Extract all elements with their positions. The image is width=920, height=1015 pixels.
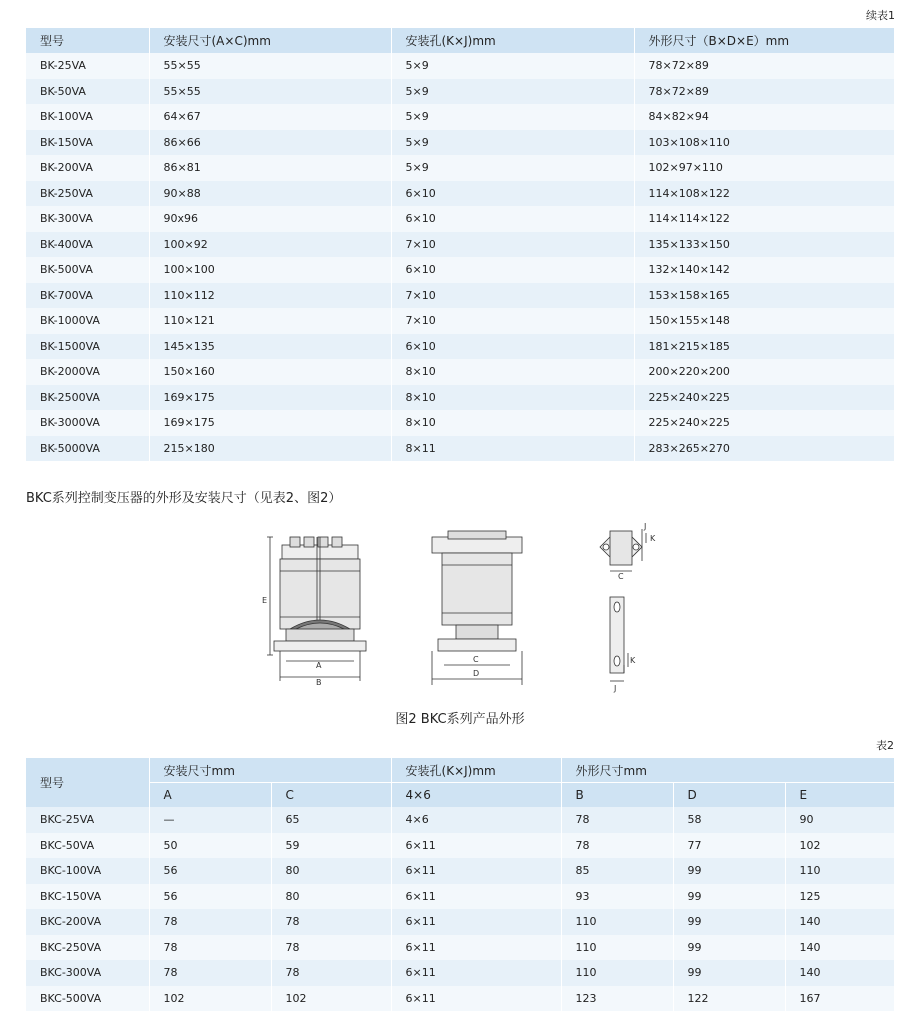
table-cell: 100×100 — [149, 257, 391, 283]
table-cell: 102×97×110 — [634, 155, 894, 181]
table-cell: 110 — [561, 935, 673, 961]
table-cell: 102 — [149, 986, 271, 1012]
table-row — [26, 359, 894, 385]
table-cell: 7×10 — [391, 232, 634, 258]
table-cell: 100×92 — [149, 232, 391, 258]
table-cell: 56 — [149, 884, 271, 910]
table-cell: 77 — [673, 833, 785, 859]
table-cell: BKC-500VA — [26, 986, 149, 1012]
label-j-top: J — [644, 522, 647, 531]
label-k-top: K — [650, 534, 656, 543]
table-cell: 90 — [785, 807, 894, 833]
table-row — [26, 858, 894, 884]
header-outline-size: 外形尺寸（B×D×E）mm — [634, 28, 894, 53]
table-cell: 145×135 — [149, 334, 391, 360]
table-cell: 6×11 — [391, 935, 561, 961]
table-row — [26, 410, 894, 436]
table-cell: BK-1000VA — [26, 308, 149, 334]
table-row — [26, 935, 894, 961]
table1-caption: 续表1 — [866, 9, 895, 22]
label-k-bracket: K — [630, 656, 636, 665]
table-row — [26, 130, 894, 156]
table-cell: BK-2000VA — [26, 359, 149, 385]
table-cell: BK-100VA — [26, 104, 149, 130]
bkc-dimensions-table — [26, 758, 894, 1011]
table-cell: 78 — [149, 909, 271, 935]
table-cell: 225×240×225 — [634, 385, 894, 411]
table-row — [26, 181, 894, 207]
table-row — [26, 884, 894, 910]
table-cell: 99 — [673, 935, 785, 961]
table-row — [26, 334, 894, 360]
table-row — [26, 833, 894, 859]
table2-caption: 表2 — [876, 739, 894, 752]
table-cell: 8×10 — [391, 359, 634, 385]
table-cell: 215×180 — [149, 436, 391, 462]
table-cell: 102 — [785, 833, 894, 859]
table-cell: BK-3000VA — [26, 410, 149, 436]
table-row — [26, 807, 894, 833]
table-cell: 85 — [561, 858, 673, 884]
table-cell: BK-2500VA — [26, 385, 149, 411]
table-cell: BK-1500VA — [26, 334, 149, 360]
table-cell: 50 — [149, 833, 271, 859]
table-cell: BK-150VA — [26, 130, 149, 156]
table-header-row — [26, 758, 894, 783]
table-row — [26, 155, 894, 181]
table-cell: 102 — [271, 986, 391, 1012]
table-row — [26, 308, 894, 334]
table-cell: 8×11 — [391, 436, 634, 462]
front-view-drawing — [267, 537, 366, 681]
table-cell: 153×158×165 — [634, 283, 894, 309]
table-cell: 99 — [673, 884, 785, 910]
table-cell: BKC-200VA — [26, 909, 149, 935]
table-cell: 114×114×122 — [634, 206, 894, 232]
table-row — [26, 53, 894, 79]
table-cell: 78 — [271, 960, 391, 986]
header-model: 型号 — [26, 758, 149, 807]
table-cell: 110×121 — [149, 308, 391, 334]
table-cell: 140 — [785, 935, 894, 961]
table-row — [26, 960, 894, 986]
table-cell: 5×9 — [391, 104, 634, 130]
table-row — [26, 79, 894, 105]
table-cell: 78 — [561, 833, 673, 859]
table-cell: 6×10 — [391, 181, 634, 207]
table-cell: 225×240×225 — [634, 410, 894, 436]
table-cell: BK-300VA — [26, 206, 149, 232]
table-cell: 78 — [561, 807, 673, 833]
subheader-b: B — [561, 783, 673, 808]
table-cell: 80 — [271, 884, 391, 910]
table-cell: 56 — [149, 858, 271, 884]
table-cell: 78 — [271, 935, 391, 961]
table-cell: 6×10 — [391, 257, 634, 283]
table-cell: BKC-150VA — [26, 884, 149, 910]
table-cell: 169×175 — [149, 410, 391, 436]
table-cell: 65 — [271, 807, 391, 833]
header-mount-size: 安装尺寸mm — [149, 758, 391, 783]
table-cell: BK-400VA — [26, 232, 149, 258]
table-cell: BKC-25VA — [26, 807, 149, 833]
table-cell: BK-500VA — [26, 257, 149, 283]
table-cell: 5×9 — [391, 155, 634, 181]
label-e: E — [262, 596, 268, 605]
table-cell: 114×108×122 — [634, 181, 894, 207]
subheader-c: C — [271, 783, 391, 808]
table-cell: 86×81 — [149, 155, 391, 181]
table-cell: 90x96 — [149, 206, 391, 232]
header-mount-hole: 安装孔(K×J)mm — [391, 28, 634, 53]
table-cell: 140 — [785, 909, 894, 935]
table-cell: 6×10 — [391, 334, 634, 360]
table-cell: 78 — [149, 960, 271, 986]
table-cell: 110 — [561, 909, 673, 935]
table-cell: 5×9 — [391, 130, 634, 156]
table-cell: 86×66 — [149, 130, 391, 156]
label-d: D — [473, 669, 480, 678]
table-cell: BK-50VA — [26, 79, 149, 105]
table-row — [26, 909, 894, 935]
table-cell: 55×55 — [149, 53, 391, 79]
table-subheader-row — [26, 783, 894, 808]
table-cell: 135×133×150 — [634, 232, 894, 258]
table-row — [26, 257, 894, 283]
table-cell: 110 — [561, 960, 673, 986]
table-cell: 169×175 — [149, 385, 391, 411]
table-cell: 123 — [561, 986, 673, 1012]
table-cell: 5×9 — [391, 53, 634, 79]
table-cell: 103×108×110 — [634, 130, 894, 156]
label-c: C — [473, 655, 479, 664]
table-cell: 283×265×270 — [634, 436, 894, 462]
table-row — [26, 104, 894, 130]
section-title: BKC系列控制变压器的外形及安装尺寸（见表2、图2） — [26, 491, 342, 506]
table-cell: 140 — [785, 960, 894, 986]
header-mount-hole: 安装孔(K×J)mm — [391, 758, 561, 783]
table-cell: 64×67 — [149, 104, 391, 130]
label-b: B — [316, 678, 322, 687]
table-row — [26, 986, 894, 1012]
table-cell: 58 — [673, 807, 785, 833]
table-row — [26, 232, 894, 258]
table-cell: 8×10 — [391, 410, 634, 436]
table-cell: 99 — [673, 960, 785, 986]
table-cell: 7×10 — [391, 308, 634, 334]
table-cell: 150×155×148 — [634, 308, 894, 334]
table-cell: 99 — [673, 909, 785, 935]
table-row — [26, 385, 894, 411]
table-cell: 4×6 — [391, 807, 561, 833]
table-cell: 99 — [673, 858, 785, 884]
bracket-view-drawing — [610, 597, 628, 681]
table-cell: 78×72×89 — [634, 79, 894, 105]
table-cell: 93 — [561, 884, 673, 910]
table-cell: BK-200VA — [26, 155, 149, 181]
table-cell: BK-5000VA — [26, 436, 149, 462]
table-cell: BK-25VA — [26, 53, 149, 79]
table2-body — [26, 807, 894, 1011]
table-cell: 167 — [785, 986, 894, 1012]
table-cell: 7×10 — [391, 283, 634, 309]
subheader-e: E — [785, 783, 894, 808]
table-cell: BKC-250VA — [26, 935, 149, 961]
table-cell: 78 — [271, 909, 391, 935]
table-cell: 5×9 — [391, 79, 634, 105]
table-cell: 110 — [785, 858, 894, 884]
table-cell: 6×11 — [391, 858, 561, 884]
subheader-kj: 4×6 — [391, 783, 561, 808]
table-cell: BKC-300VA — [26, 960, 149, 986]
label-j-bracket: J — [614, 684, 617, 693]
table-cell: 59 — [271, 833, 391, 859]
table-header-row — [26, 28, 894, 53]
table-cell: 125 — [785, 884, 894, 910]
label-c-top: C — [618, 572, 624, 581]
table-cell: BKC-50VA — [26, 833, 149, 859]
table-cell: 78×72×89 — [634, 53, 894, 79]
bk-dimensions-table — [26, 28, 894, 461]
table-cell: BK-700VA — [26, 283, 149, 309]
table-cell: 181×215×185 — [634, 334, 894, 360]
table-cell: 6×11 — [391, 986, 561, 1012]
table-row — [26, 206, 894, 232]
table-cell: — — [149, 807, 271, 833]
table-cell: 6×11 — [391, 833, 561, 859]
table-cell: 6×11 — [391, 909, 561, 935]
table-cell: 132×140×142 — [634, 257, 894, 283]
table1-body — [26, 53, 894, 461]
bkc-outline-figure — [260, 515, 680, 695]
table-cell: 110×112 — [149, 283, 391, 309]
table-cell: 6×11 — [391, 960, 561, 986]
table-cell: 90×88 — [149, 181, 391, 207]
header-model: 型号 — [26, 28, 149, 53]
table-cell: 6×10 — [391, 206, 634, 232]
top-view-drawing — [600, 529, 646, 571]
header-outline-size: 外形尺寸mm — [561, 758, 894, 783]
table-cell: BKC-100VA — [26, 858, 149, 884]
table-cell: 200×220×200 — [634, 359, 894, 385]
table-cell: 78 — [149, 935, 271, 961]
label-a: A — [316, 661, 322, 670]
table-cell: BK-250VA — [26, 181, 149, 207]
table-row — [26, 436, 894, 462]
subheader-d: D — [673, 783, 785, 808]
table-cell: 150×160 — [149, 359, 391, 385]
table-cell: 55×55 — [149, 79, 391, 105]
header-mount-size: 安装尺寸(A×C)mm — [149, 28, 391, 53]
table-cell: 6×11 — [391, 884, 561, 910]
table-cell: 122 — [673, 986, 785, 1012]
subheader-a: A — [149, 783, 271, 808]
table-cell: 84×82×94 — [634, 104, 894, 130]
table-cell: 8×10 — [391, 385, 634, 411]
table-row — [26, 283, 894, 309]
figure-caption: 图2 BKC系列产品外形 — [395, 712, 525, 727]
table-cell: 80 — [271, 858, 391, 884]
